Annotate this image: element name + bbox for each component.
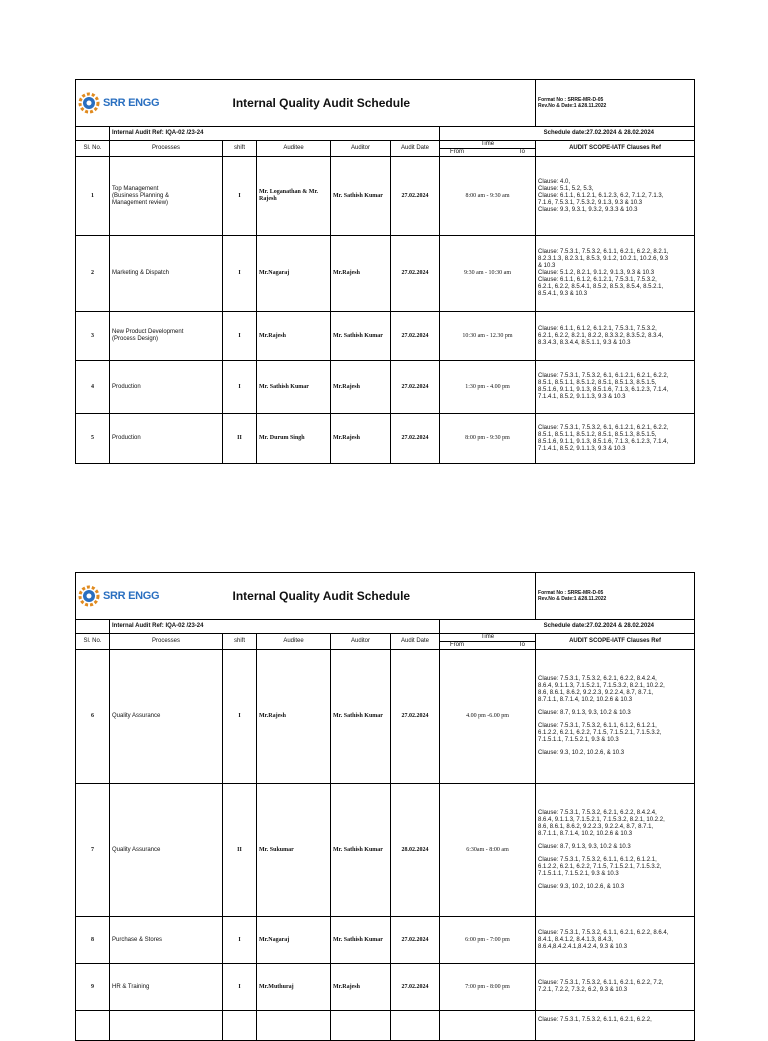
scope-clause-group: Clause: 7.5.3.1, 7.5.3.2, 6.1.1, 6.1.2, 6.1.2.1, 6.1.2.2, 6.2.1, 6.2.2, 7.1.5, 7.1.5.2.1, 7.1.5.3.2, 7.1.5.1.1, 7.1.5.2.1, 9.3 & 10.3	[538, 723, 662, 743]
scope-clause-group: Clause: 7.5.3.1, 7.5.3.2, 6.1, 6.1.2.1, 6.2.1, 6.2.2, 8.5.1, 8.5.1.1, 8.5.1.2, 8.5.1, 8.5.1.3, 8.5.1.5, 8.5.1.6, 9.1.1, 9.1.3, 8.5.1.6, 7.1.3, 6.1.2.3, 7.1.4, 7.1.4.1, 8.5.2, 9.1.1.3, 9.3 & 10.3	[538, 424, 669, 452]
auditee-cell: Mr. Durum Singh	[257, 414, 331, 464]
revision-number: Rev.No & Date:1 &28.11.2022	[538, 103, 607, 109]
table-row	[76, 312, 695, 361]
audit-date-cell: 27.02.2024	[391, 414, 440, 464]
table-row	[76, 964, 695, 1011]
process-cell: New Product Development (Process Design)	[110, 312, 223, 361]
schedule-table-1	[75, 79, 695, 464]
shift-cell: I	[223, 236, 257, 312]
audit-schedule-sheet-2	[75, 572, 694, 1041]
scope-cell	[536, 784, 695, 917]
shift-cell: I	[223, 361, 257, 414]
auditor-cell: Mr.Rajesh	[331, 964, 391, 1011]
col-shift: shift	[223, 634, 257, 650]
time-cell: 1:30 pm - 4.00 pm	[440, 361, 536, 414]
schedule-date: Schedule date:27.02.2024 & 28.02.2024	[440, 620, 695, 634]
table-row	[76, 917, 695, 964]
auditee-cell: Mr. Sukumar	[257, 784, 331, 917]
shift-cell: I	[223, 312, 257, 361]
auditor-cell: Mr. Sathish Kumar	[331, 312, 391, 361]
gear-logo-icon	[78, 92, 100, 114]
process-cell: Production	[110, 361, 223, 414]
auditor-cell: Mr. Sathish Kumar	[331, 650, 391, 784]
schedule-date: Schedule date:27.02.2024 & 28.02.2024	[440, 127, 695, 141]
auditee-cell: Mr.Rajesh	[257, 650, 331, 784]
auditor-cell: Mr.Rajesh	[331, 414, 391, 464]
scope-clause-group: Clause: 7.5.3.1, 7.5.3.2, 6.1.1, 6.1.2, 6.1.2.1, 6.1.2.2, 6.2.1, 6.2.2, 7.1.5, 7.1.5.2.1, 7.1.5.3.2, 7.1.5.1.1, 7.1.5.2.1, 9.3 & 10.3	[538, 856, 662, 877]
auditor-cell: Mr. Sathish Kumar	[331, 917, 391, 964]
sl-no-cell: 7	[76, 784, 110, 917]
col-scope: AUDIT SCOPE-IATF Clauses Ref	[536, 634, 695, 650]
process-cell: Purchase & Stores	[110, 917, 223, 964]
col-audit-date: Audit Date	[391, 141, 440, 157]
sl-no-cell: 8	[76, 917, 110, 964]
scope-clause-group: Clause: 8.7, 9.1.3, 9.3, 10.2 & 10.3	[538, 843, 631, 850]
table-row	[76, 650, 695, 784]
auditee-cell: Mr.Nagaraj	[257, 236, 331, 312]
table-row	[76, 414, 695, 464]
col-sl-no: Sl. No.	[76, 634, 110, 650]
format-number: Format No : SRRE-MR-D-05	[538, 97, 604, 103]
audit-date-cell: 27.02.2024	[391, 236, 440, 312]
schedule-table-2	[75, 572, 695, 1041]
shift-cell: I	[223, 650, 257, 784]
revision-number: Rev.No & Date:1 &28.11.2022	[538, 596, 607, 602]
col-processes: Processes	[110, 141, 223, 157]
col-auditor: Auditor	[331, 634, 391, 650]
col-auditee: Auditee	[257, 634, 331, 650]
audit-date-cell: 27.02.2024	[391, 312, 440, 361]
scope-cell	[536, 917, 695, 964]
scope-cell	[536, 414, 695, 464]
shift-cell: I	[223, 964, 257, 1011]
col-auditee: Auditee	[257, 141, 331, 157]
sl-no-cell: 6	[76, 650, 110, 784]
auditor-cell: Mr. Sathish Kumar	[331, 784, 391, 917]
col-time-to: To	[518, 642, 526, 648]
time-cell: 7:00 pm - 8:00 pm	[440, 964, 536, 1011]
col-audit-date: Audit Date	[391, 634, 440, 650]
logo-text: SRR ENGG	[103, 589, 160, 602]
sl-no-cell: 4	[76, 361, 110, 414]
auditor-cell: Mr.Rajesh	[331, 236, 391, 312]
gear-logo-icon	[78, 585, 100, 607]
auditor-cell: Mr.Rajesh	[331, 361, 391, 414]
auditor-cell: Mr. Sathish Kumar	[331, 157, 391, 236]
col-scope: AUDIT SCOPE-IATF Clauses Ref	[536, 141, 695, 157]
company-logo	[78, 585, 221, 607]
shift-cell: I	[223, 157, 257, 236]
auditee-cell: Mr.Muthuraj	[257, 964, 331, 1011]
table-row	[76, 361, 695, 414]
shift-cell: II	[223, 414, 257, 464]
schedule-body-1	[76, 157, 695, 464]
scope-clause-group: Clause: 7.5.3.1, 7.5.3.2, 6.1, 6.1.2.1, 6.2.1, 6.2.2, 8.5.1, 8.5.1.1, 8.5.1.2, 8.5.1, 8.5.1.3, 8.5.1.5, 8.5.1.6, 9.1.1, 9.1.3, 8.5.1.6, 7.1.3, 6.1.2.3, 7.1.4, 7.1.4.1, 8.5.2, 9.1.1.3, 9.3 & 10.3	[538, 373, 669, 400]
logo-text: SRR ENGG	[103, 96, 160, 109]
process-cell: Marketing & Dispatch	[110, 236, 223, 312]
sl-no-cell: 5	[76, 414, 110, 464]
table-row	[76, 236, 695, 312]
table-row	[76, 784, 695, 917]
sl-no-cell: 9	[76, 964, 110, 1011]
scope-cell	[536, 361, 695, 414]
table-row-partial	[76, 1011, 695, 1041]
process-cell: Production	[110, 414, 223, 464]
sl-no-cell: 1	[76, 157, 110, 236]
audit-date-cell: 27.02.2024	[391, 361, 440, 414]
audit-ref: Internal Audit Ref: IQA-02 /23-24	[110, 620, 440, 634]
col-time: Time From To	[440, 141, 536, 157]
scope-clause-group: Clause: 6.1.1, 6.1.2, 6.1.2.1, 7.5.3.1, 7.5.3.2, 6.2.1, 6.2.2, 8.2.1, 8.2.2, 8.3.3.2, 8.3.5.2, 8.3.4, 8.3.4.3, 8.3.4.4, 8.5.1.1, 9.3 & 10.3	[538, 325, 664, 346]
scope-clause-group: Clause: 7.5.3.1, 7.5.3.2, 6.1.1, 6.2.1, 6.2.2, 8.6.4, 8.4.1, 8.4.1.2, 8.4.1.3, 8.4.3, 8.6.4,8.4.2.4.1,8.4.2.4, 9.3 & 10.3	[538, 929, 669, 950]
audit-date-cell: 27.02.2024	[391, 157, 440, 236]
col-time-from: From	[450, 149, 464, 155]
audit-date-cell: 27.02.2024	[391, 964, 440, 1011]
scope-clause-group: Clause: 4.0, Clause: 5.1, 5.2, 5.3, Clause: 6.1.1, 6.1.2.1, 6.1.2.3, 6.2, 7.1.2, 7.1.3, 7.1.6, 7.5.3.1, 7.5.3.2, 9.1.3, 9.3 & 10.3 Clause: 9.3, 9.3.1, 9.3.2, 9.3.3 & 10.3	[538, 178, 664, 213]
page-title: Internal Quality Audit Schedule	[223, 80, 536, 127]
partial-scope: Clause: 7.5.3.1, 7.5.3.2, 6.1.1, 6.2.1, 6.2.2,	[536, 1011, 695, 1041]
scope-clause-group: Clause: 9.3, 10.2, 10.2.6, & 10.3	[538, 750, 625, 756]
process-cell: Quality Assurance	[110, 650, 223, 784]
auditee-cell: Mr. Loganathan & Mr. Rajesh	[257, 157, 331, 236]
scope-cell	[536, 650, 695, 784]
time-cell: 8:00 pm - 9:30 pm	[440, 414, 536, 464]
time-cell: 10:30 am - 12.30 pm	[440, 312, 536, 361]
sl-no-cell: 3	[76, 312, 110, 361]
col-time-to: To	[518, 149, 526, 155]
time-cell: 6:00 pm - 7:00 pm	[440, 917, 536, 964]
scope-clause-group: Clause: 7.5.3.1, 7.5.3.2, 6.1.1, 6.2.1, 6.2.2, 7.2, 7.2.1, 7.2.2, 7.3.2, 6.2, 9.3 & 10.3	[538, 980, 664, 993]
col-time: Time From To	[440, 634, 536, 650]
col-auditor: Auditor	[331, 141, 391, 157]
time-cell: 8:00 am - 9:30 am	[440, 157, 536, 236]
audit-date-cell: 28.02.2024	[391, 784, 440, 917]
process-cell: Quality Assurance	[110, 784, 223, 917]
time-cell: 4.00 pm -6.00 pm	[440, 650, 536, 784]
process-cell: HR & Training	[110, 964, 223, 1011]
format-number: Format No : SRRE-MR-D-05	[538, 590, 604, 596]
sl-no-cell: 2	[76, 236, 110, 312]
col-processes: Processes	[110, 634, 223, 650]
schedule-body-2	[76, 650, 695, 1011]
time-cell: 9:30 am - 10:30 am	[440, 236, 536, 312]
scope-cell	[536, 157, 695, 236]
format-info	[536, 573, 695, 620]
page-title: Internal Quality Audit Schedule	[223, 573, 536, 620]
table-row	[76, 157, 695, 236]
shift-cell: I	[223, 917, 257, 964]
scope-cell	[536, 236, 695, 312]
shift-cell: II	[223, 784, 257, 917]
logo-cell	[76, 80, 223, 127]
time-cell: 6:30am - 8:00 am	[440, 784, 536, 917]
scope-clause-group: Clause: 8.7, 9.1.3, 9.3, 10.2 & 10.3	[538, 710, 631, 716]
audit-schedule-sheet-1	[75, 79, 694, 464]
scope-clause-group: Clause: 7.5.3.1, 7.5.3.2, 6.2.1, 6.2.2, 8.4.2.4, 8.6.4, 9.1.1.3, 7.1.5.2.1, 7.1.5.3.2, 8.2.1, 10.2.2, 8.6, 8.6.1, 8.6.2, 9.2.2.3, 9.2.2.4, 8.7, 8.7.1, 8.7.1.1, 8.7.1.4, 10.2, 10.2.6 & 10.3	[538, 676, 665, 703]
logo-cell	[76, 573, 223, 620]
scope-clause-group: Clause: 9.3, 10.2, 10.2.6, & 10.3	[538, 883, 625, 890]
col-time-from: From	[450, 642, 464, 648]
scope-clause-group: Clause: 7.5.3.1, 7.5.3.2, 6.1.1, 6.2.1, 6.2.2, 8.2.1, 8.2.3.1.3, 8.2.3.1, 8.5.3, 9.1.2, 10.2.1, 10.2.6, 9.3 & 10.3 Clause: 5.1.2, 8.2.1, 9.1.2, 9.1.3, 9.3 & 10.3 Clause: 6.1.1, 6.1.2, 6.1.2.1, 7.5.3.1, 7.5.3.2, 6.2.1, 6.2.2, 8.5.4.1, 8.5.2, 8.5.3, 8.5.4, 8.5.2.1, 8.5.4.1, 9.3 & 10.3	[538, 249, 669, 297]
auditee-cell: Mr. Sathish Kumar	[257, 361, 331, 414]
auditee-cell: Mr.Rajesh	[257, 312, 331, 361]
scope-clause-group: Clause: 7.5.3.1, 7.5.3.2, 6.2.1, 6.2.2, 8.4.2.4, 8.6.4, 9.1.1.3, 7.1.5.2.1, 7.1.5.3.2, 8.2.1, 10.2.2, 8.6, 8.6.1, 8.6.2, 9.2.2.3, 9.2.2.4, 8.7, 8.7.1, 8.7.1.1, 8.7.1.4, 10.2, 10.2.6 & 10.3	[538, 809, 665, 837]
col-sl-no: Sl. No.	[76, 141, 110, 157]
process-cell: Top Management (Business Planning & Management review)	[110, 157, 223, 236]
audit-date-cell: 27.02.2024	[391, 650, 440, 784]
format-info	[536, 80, 695, 127]
audit-date-cell: 27.02.2024	[391, 917, 440, 964]
company-logo	[78, 92, 221, 114]
col-shift: shift	[223, 141, 257, 157]
auditee-cell: Mr.Nagaraj	[257, 917, 331, 964]
audit-ref: Internal Audit Ref: IQA-02 /23-24	[110, 127, 440, 141]
scope-cell	[536, 964, 695, 1011]
scope-cell	[536, 312, 695, 361]
